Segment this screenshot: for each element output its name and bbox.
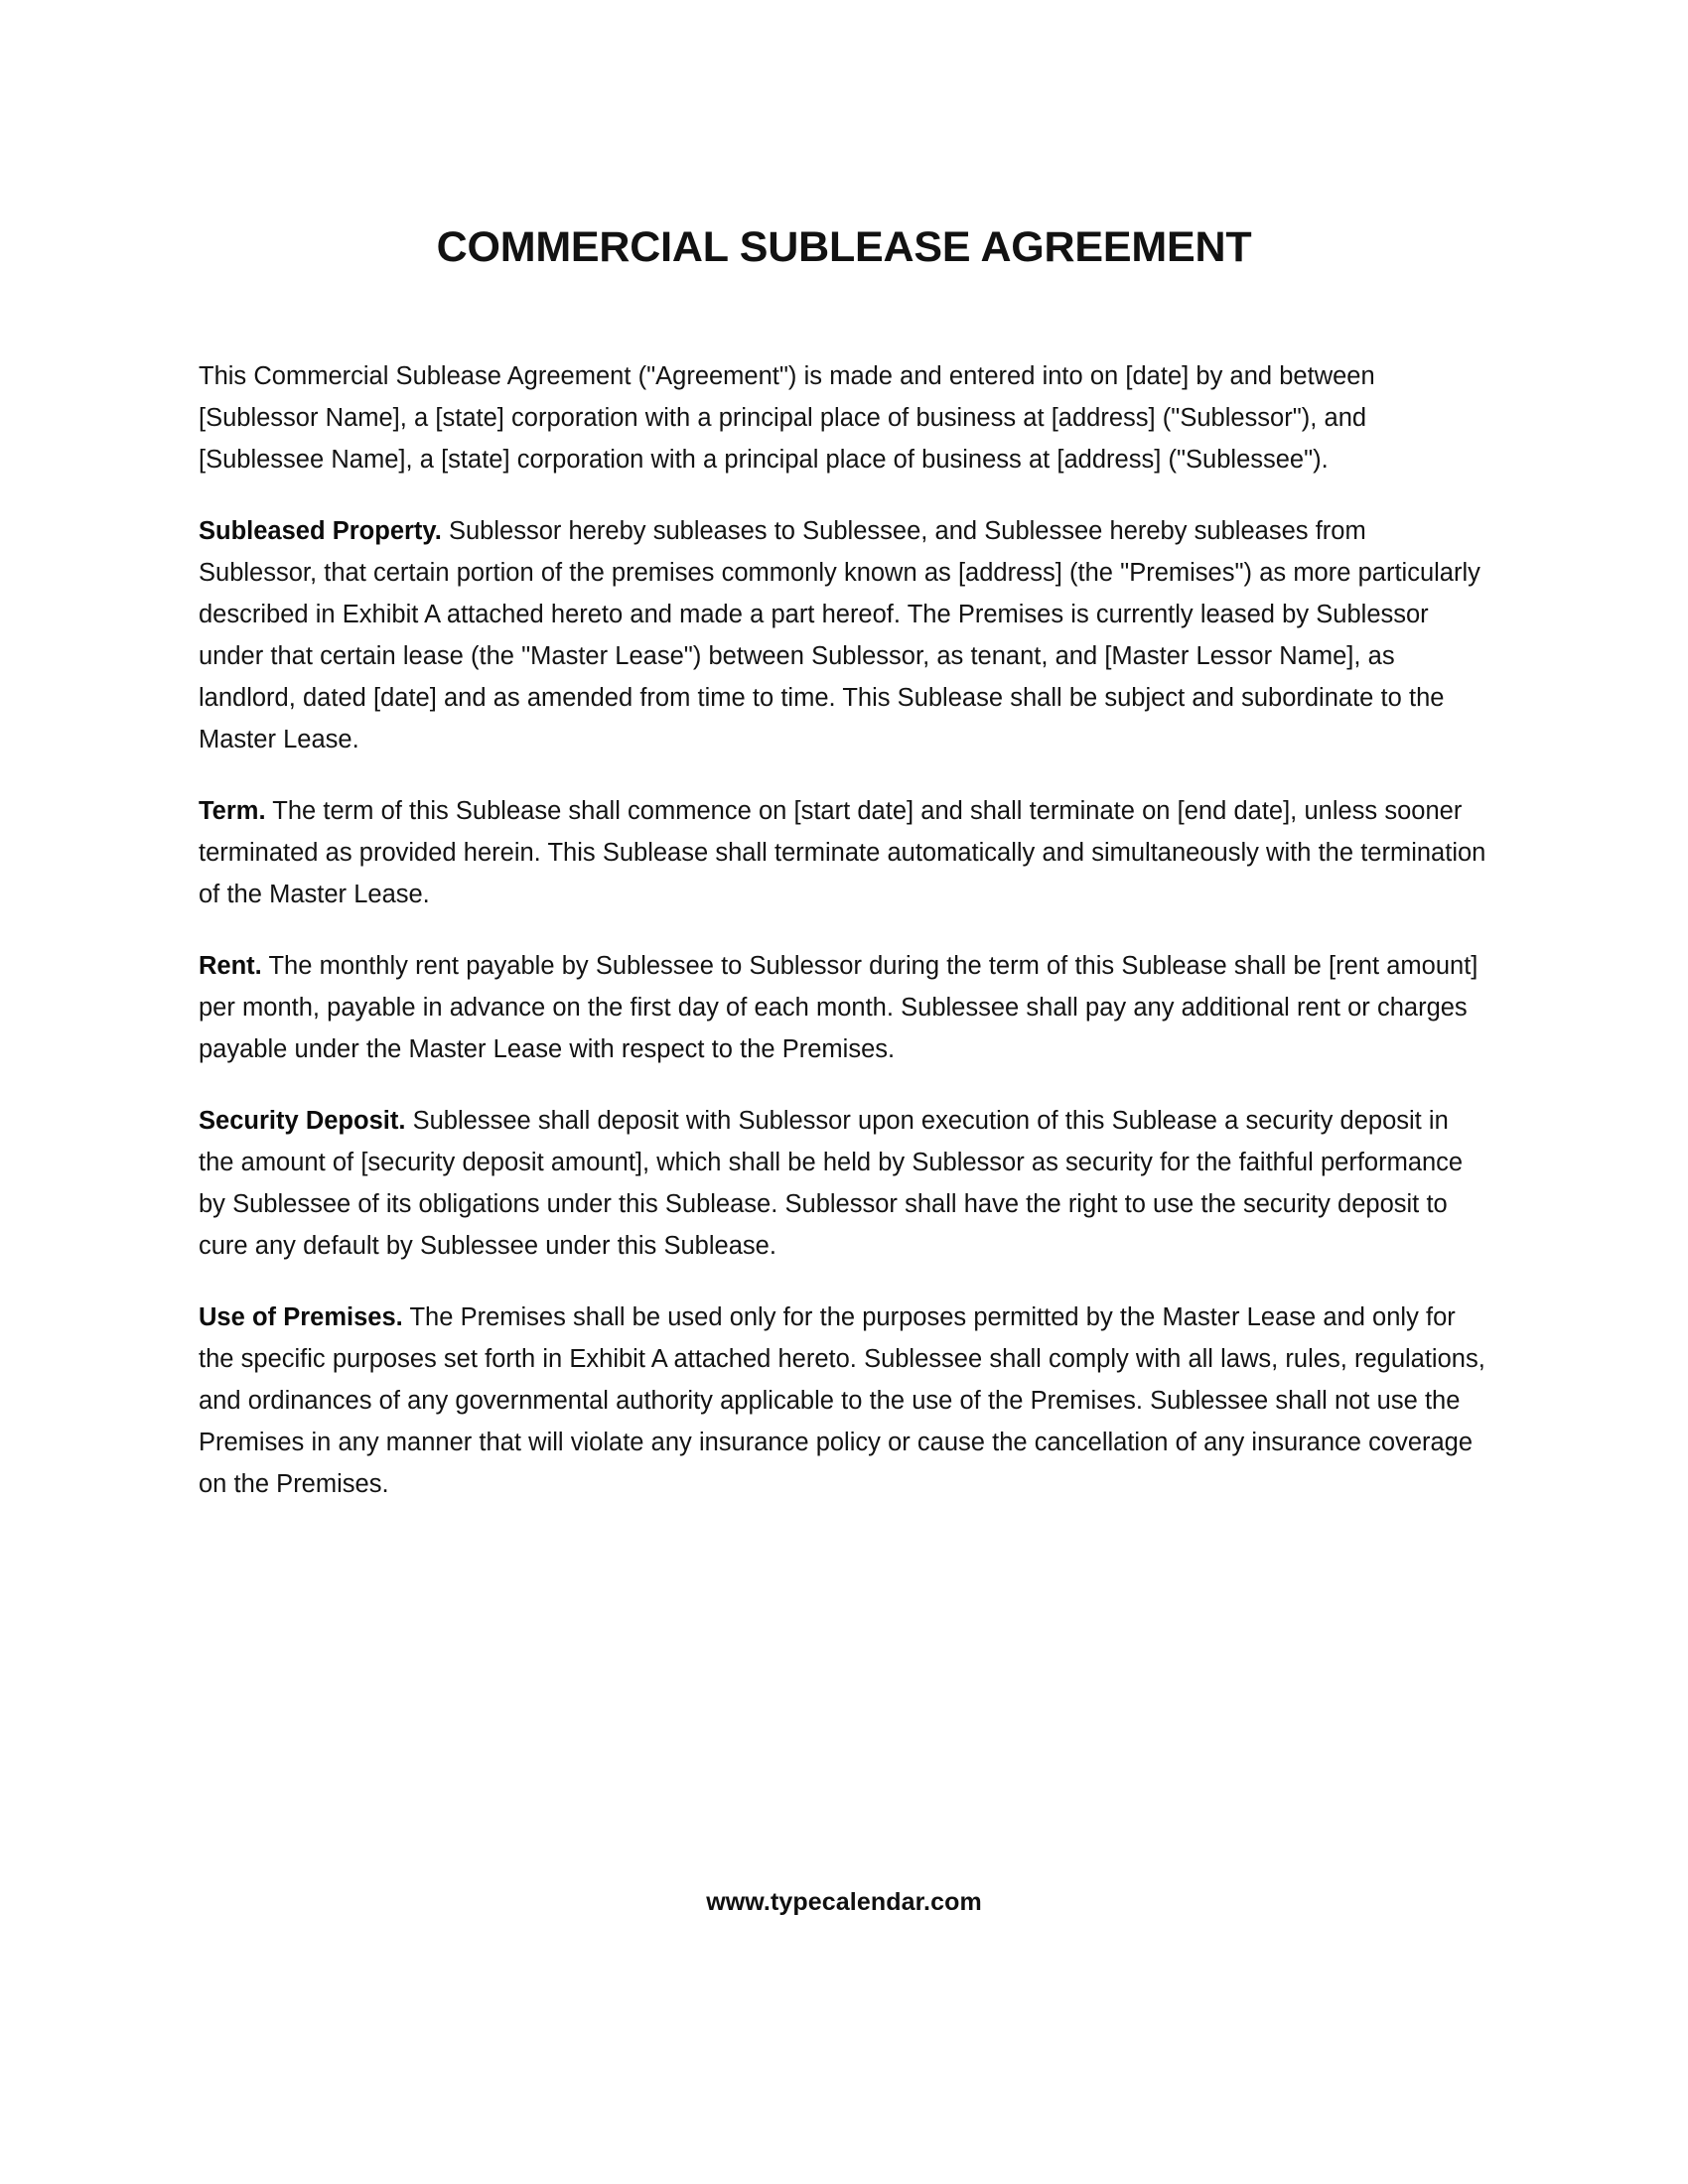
paragraph-text: This Commercial Sublease Agreement ("Agreement") is made and entered into on [date] by and between [Sublessor Name], a [state] corporation with a principal place of business at [address] ("Sublessor"), and [Sublessee Name], a [state] corporation with a principal place of business at [address] ("Sublessee").: [199, 362, 1375, 474]
paragraph-text: The Premises shall be used only for the purposes permitted by the Master Lease and only for the specific purposes set forth in Exhibit A attached hereto. Sublessee shall comply with all laws, rules, regulations, and ordinances of any governmental authority applicable to the use of the Premises. Sublessee shall not use the Premises in any manner that will violate any insurance policy or cause the cancellation of any insurance coverage on the Premises.: [199, 1303, 1485, 1498]
footer-website-url[interactable]: www.typecalendar.com: [706, 1888, 982, 1916]
paragraph-text: Sublessee shall deposit with Sublessor upon execution of this Sublease a security deposit in the amount of [security deposit amount], which shall be held by Sublessor as security for the faithful performance by Sublessee of its obligations under this Sublease. Sublessor shall have the right to use the security deposit to cure any default by Sublessee under this Sublease.: [199, 1107, 1464, 1260]
paragraph-security-deposit: [199, 1100, 1489, 1267]
paragraph-text: Sublessor hereby subleases to Sublessee, and Sublessee hereby subleases from Sublessor, that certain portion of the premises commonly known as [address] (the "Premises") as more particularly described in Exhibit A attached hereto and made a part hereof. The Premises is currently leased by Sublessor under that certain lease (the "Master Lease") between Sublessor, as tenant, and [Master Lessor Name], as landlord, dated [date] and as amended from time to time. This Sublease shall be subject and subordinate to the Master Lease.: [199, 517, 1480, 753]
paragraph-use-of-premises: [199, 1297, 1489, 1505]
paragraph-lead-in: Use of Premises.: [199, 1303, 403, 1331]
page-title: COMMERCIAL SUBLEASE AGREEMENT: [436, 222, 1252, 271]
paragraph-lead-in: Term.: [199, 797, 266, 825]
paragraph-lead-in: Security Deposit.: [199, 1107, 406, 1135]
paragraph-subleased-property: [199, 510, 1489, 760]
paragraph-text: The monthly rent payable by Sublessee to Sublessor during the term of this Sublease shall be [rent amount] per month, payable in advance on the first day of each month. Sublessee shall pay any additional rent or charges payable under the Master Lease with respect to the Premises.: [199, 952, 1478, 1063]
paragraph-lead-in: Rent.: [199, 952, 262, 980]
document-body: [199, 355, 1489, 1505]
paragraph-text: The term of this Sublease shall commence on [start date] and shall terminate on [end date], unless sooner terminated as provided herein. This Sublease shall terminate automatically and simultaneously with the termination of the Master Lease.: [199, 797, 1486, 908]
paragraph-term: [199, 790, 1489, 915]
paragraph-rent: [199, 945, 1489, 1070]
paragraph-lead-in: Subleased Property.: [199, 517, 442, 545]
paragraph-intro: [199, 355, 1489, 480]
